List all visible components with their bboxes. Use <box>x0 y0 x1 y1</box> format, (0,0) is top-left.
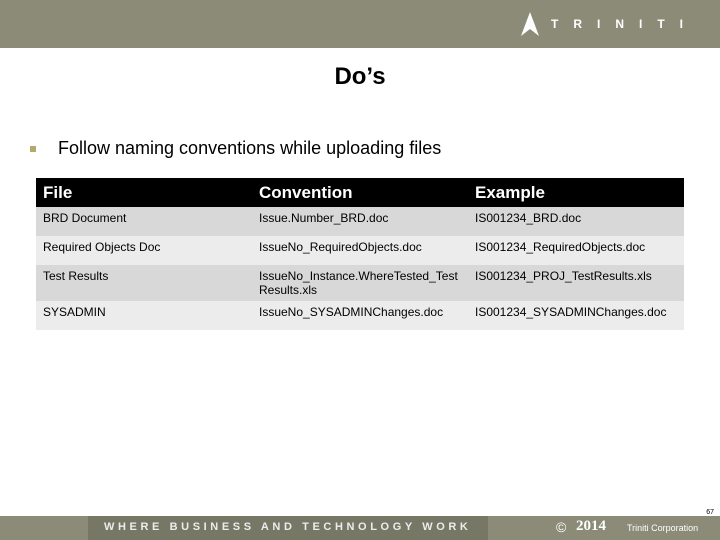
column-header-convention: Convention <box>252 178 468 207</box>
table-row <box>36 265 684 301</box>
copyright-year: 2014 <box>576 518 606 534</box>
cell-file: Test Results <box>36 265 252 301</box>
cell-file: Required Objects Doc <box>36 236 252 265</box>
triniti-triangle-icon <box>519 12 541 36</box>
table-row <box>36 207 684 236</box>
cell-file: BRD Document <box>36 207 252 236</box>
cell-convention: IssueNo_Instance.WhereTested_Test Results.xls <box>252 265 468 301</box>
table-row <box>36 301 684 330</box>
slide-title: Do’s <box>334 63 386 90</box>
bullet-item <box>30 138 441 159</box>
table-row <box>36 236 684 265</box>
column-header-example: Example <box>468 178 684 207</box>
bullet-text: Follow naming conventions while uploading files <box>58 138 442 158</box>
square-bullet-icon <box>30 146 36 152</box>
cell-example: IS001234_PROJ_TestResults.xls <box>468 265 684 301</box>
header-bar <box>0 0 720 48</box>
logo-text: TRINITI <box>551 17 698 31</box>
cell-convention: IssueNo_RequiredObjects.doc <box>252 236 468 265</box>
cell-example: IS001234_RequiredObjects.doc <box>468 236 684 265</box>
cell-file: SYSADMIN <box>36 301 252 330</box>
company-name: Triniti Corporation <box>627 523 699 533</box>
triniti-logo <box>519 10 698 38</box>
naming-conventions-table <box>36 178 684 330</box>
footer-tagline: WHERE BUSINESS AND TECHNOLOGY WORK <box>104 521 472 533</box>
cell-example: IS001234_SYSADMINChanges.doc <box>468 301 684 330</box>
page-number: 67 <box>706 509 714 516</box>
cell-example: IS001234_BRD.doc <box>468 207 684 236</box>
cell-convention: IssueNo_SYSADMINChanges.doc <box>252 301 468 330</box>
table-header-row <box>36 178 684 207</box>
copyright-icon: © <box>556 519 567 535</box>
column-header-file: File <box>36 178 252 207</box>
cell-convention: Issue.Number_BRD.doc <box>252 207 468 236</box>
